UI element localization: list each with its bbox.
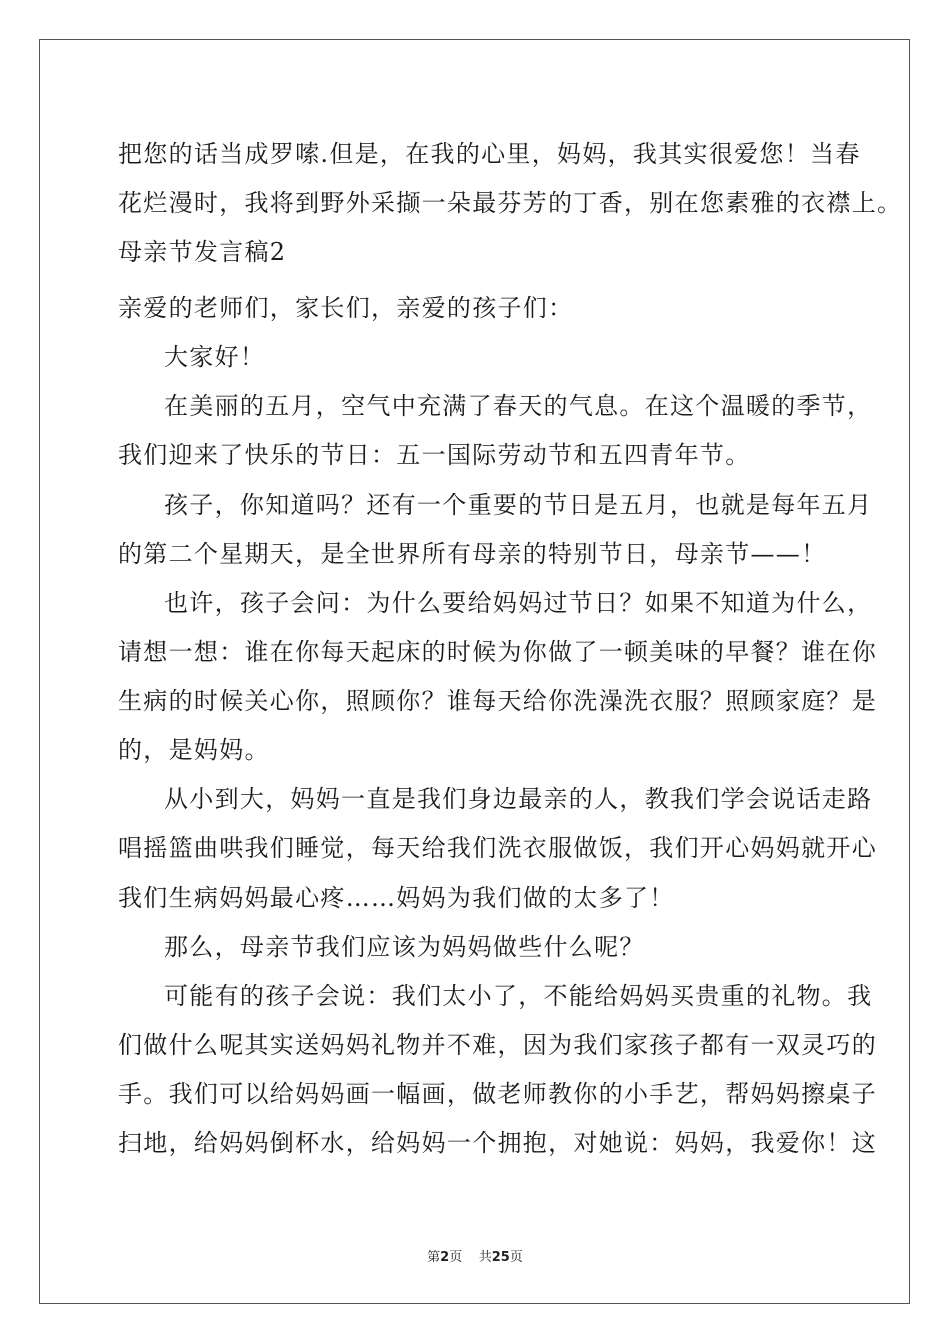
text-line: 的第二个星期天，是全世界所有母亲的特别节日，母亲节——！ xyxy=(118,540,827,568)
text-line: 可能有的孩子会说：我们太小了，不能给妈妈买贵重的礼物。我 xyxy=(164,982,873,1010)
text-line: 从小到大，妈妈一直是我们身边最亲的人，教我们学会说话走路 xyxy=(164,785,873,813)
text-line: 我们生病妈妈最心疼……妈妈为我们做的太多了！ xyxy=(118,884,675,912)
text-line: 也许，孩子会问：为什么要给妈妈过节日？如果不知道为什么， xyxy=(164,589,873,617)
text-line: 花烂漫时，我将到野外采撷一朵最芬芳的丁香，别在您素雅的衣襟上。 xyxy=(118,189,903,217)
text-line: 生病的时候关心你，照顾你？谁每天给你洗澡洗衣服？照顾家庭？是 xyxy=(118,687,877,715)
page-footer xyxy=(0,1246,950,1265)
text-line: 那么，母亲节我们应该为妈妈做些什么呢？ xyxy=(164,933,645,961)
text-line: 把您的话当成罗嗦.但是，在我的心里，妈妈，我其实很爱您！当春 xyxy=(118,140,861,168)
page-number-label: 第2页 xyxy=(427,1250,463,1265)
text-line: 唱摇篮曲哄我们睡觉，每天给我们洗衣服做饭，我们开心妈妈就开心 xyxy=(118,834,877,862)
text-line: 扫地，给妈妈倒杯水，给妈妈一个拥抱，对她说：妈妈，我爱你！这 xyxy=(118,1129,877,1157)
text-line: 手。我们可以给妈妈画一幅画，做老师教你的小手艺，帮妈妈擦桌子 xyxy=(118,1080,877,1108)
text-line: 请想一想：谁在你每天起床的时候为你做了一顿美味的早餐？谁在你 xyxy=(118,638,877,666)
text-line: 我们迎来了快乐的节日：五一国际劳动节和五四青年节。 xyxy=(118,441,751,469)
text-line: 们做什么呢其实送妈妈礼物并不难，因为我们家孩子都有一双灵巧的 xyxy=(118,1031,877,1059)
page-border xyxy=(39,39,910,1304)
total-pages-label: 共25页 xyxy=(478,1250,523,1265)
text-line: 的，是妈妈。 xyxy=(118,736,270,764)
greeting: 大家好！ xyxy=(164,343,266,371)
salutation: 亲爱的老师们，家长们，亲爱的孩子们： xyxy=(118,294,574,322)
text-line: 在美丽的五月，空气中充满了春天的气息。在这个温暖的季节， xyxy=(164,392,873,420)
section-heading: 母亲节发言稿2 xyxy=(118,238,287,266)
text-line: 孩子，你知道吗？还有一个重要的节日是五月，也就是每年五月 xyxy=(164,491,873,519)
